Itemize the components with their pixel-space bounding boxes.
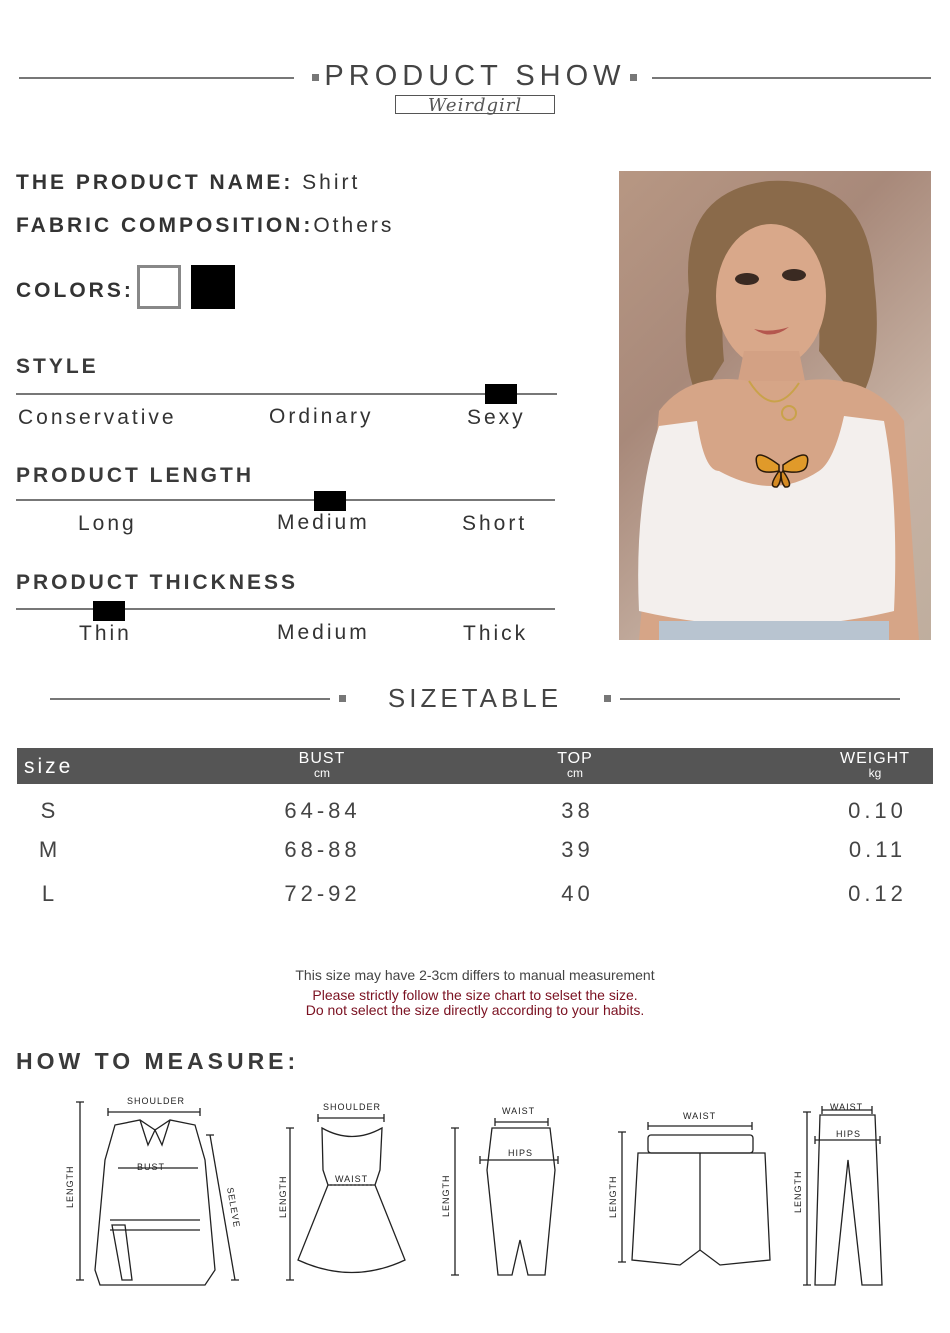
measurement-note: This size may have 2-3cm differs to manual measurement bbox=[295, 967, 655, 983]
colors-label: COLORS: bbox=[16, 279, 134, 302]
row-m-bust: 68-88 bbox=[284, 837, 361, 862]
measure-diagrams bbox=[0, 1090, 950, 1300]
how-to-measure-title: HOW TO MEASURE: bbox=[16, 1048, 300, 1074]
color-swatch-white[interactable] bbox=[137, 265, 181, 309]
label-length-4: LENGTH bbox=[608, 1175, 618, 1218]
label-bust: BUST bbox=[137, 1162, 166, 1172]
skirt-diagram bbox=[451, 1118, 558, 1275]
label-length-5: LENGTH bbox=[793, 1170, 803, 1213]
row-l-size: L bbox=[41, 881, 59, 906]
color-swatch-black[interactable] bbox=[191, 265, 235, 309]
header-top bbox=[525, 751, 625, 779]
label-hips-1: HIPS bbox=[508, 1148, 534, 1158]
label-length-1: LENGTH bbox=[65, 1165, 75, 1208]
row-l-weight: 0.12 bbox=[848, 881, 907, 906]
length-track bbox=[16, 499, 555, 501]
header-rule-right bbox=[652, 77, 931, 79]
size-warning bbox=[0, 988, 950, 1018]
row-s-size: S bbox=[40, 798, 60, 823]
header-bust-label: BUST bbox=[298, 750, 346, 767]
label-waist-3: WAIST bbox=[683, 1111, 717, 1121]
fabric-row bbox=[16, 214, 394, 238]
length-title: PRODUCT LENGTH bbox=[16, 464, 254, 487]
thickness-marker bbox=[93, 601, 125, 621]
label-waist-2: WAIST bbox=[502, 1106, 536, 1116]
thickness-option-thick: Thick bbox=[463, 622, 529, 645]
page-title: PRODUCT SHOW bbox=[324, 60, 626, 92]
row-s-bust: 64-84 bbox=[284, 798, 361, 823]
length-option-medium: Medium bbox=[277, 511, 370, 534]
product-name-label: THE PRODUCT NAME: bbox=[16, 171, 294, 194]
sizetable-title: SIZETABLE bbox=[387, 683, 563, 713]
style-option-sexy: Sexy bbox=[467, 406, 526, 429]
style-option-conservative: Conservative bbox=[18, 406, 177, 429]
thickness-option-thin: Thin bbox=[79, 622, 132, 645]
label-shoulder-2: SHOULDER bbox=[323, 1102, 382, 1112]
row-s-top: 38 bbox=[561, 798, 594, 823]
length-option-long: Long bbox=[78, 512, 137, 535]
product-name-value: Shirt bbox=[302, 171, 361, 194]
header-top-unit: cm bbox=[567, 766, 583, 780]
jacket-diagram bbox=[76, 1102, 239, 1285]
label-length-3: LENGTH bbox=[441, 1174, 451, 1217]
fabric-value: Others bbox=[313, 214, 395, 237]
header-bust-unit: cm bbox=[314, 766, 330, 780]
header-top-label: TOP bbox=[557, 750, 593, 767]
brand-logo: Weirdgirl bbox=[395, 95, 555, 114]
sizetable-header bbox=[17, 748, 933, 784]
size-warning-line2: Do not select the size directly according to your habits. bbox=[305, 1002, 645, 1018]
product-name-row bbox=[16, 171, 360, 195]
row-m-top: 39 bbox=[561, 837, 594, 862]
length-option-short: Short bbox=[462, 512, 528, 535]
header-size: size bbox=[24, 755, 74, 778]
model-illustration bbox=[619, 171, 931, 640]
row-m-size: M bbox=[38, 837, 62, 862]
row-m-weight: 0.11 bbox=[848, 837, 907, 862]
row-s-weight: 0.10 bbox=[848, 798, 907, 823]
label-hips-2: HIPS bbox=[836, 1129, 862, 1139]
label-waist-1: WAIST bbox=[335, 1174, 369, 1184]
length-marker bbox=[314, 491, 346, 511]
header-weight-unit: kg bbox=[868, 766, 882, 780]
fabric-label: FABRIC COMPOSITION: bbox=[16, 214, 314, 237]
dress-diagram bbox=[286, 1114, 405, 1280]
label-shoulder-1: SHOULDER bbox=[127, 1096, 186, 1106]
header-weight bbox=[825, 751, 925, 779]
label-waist-4: WAIST bbox=[830, 1102, 864, 1112]
style-option-ordinary: Ordinary bbox=[269, 405, 374, 428]
header-bullet-right bbox=[630, 74, 637, 81]
style-track bbox=[16, 393, 557, 395]
style-title: STYLE bbox=[16, 355, 99, 378]
header-bust bbox=[272, 751, 372, 779]
header-weight-label: WEIGHT bbox=[840, 750, 910, 767]
product-photo bbox=[619, 171, 931, 640]
thickness-option-medium: Medium bbox=[277, 621, 370, 644]
row-l-bust: 72-92 bbox=[284, 881, 361, 906]
sizetable-bullet-right bbox=[604, 695, 611, 702]
row-l-top: 40 bbox=[561, 881, 594, 906]
shorts-diagram bbox=[618, 1122, 770, 1265]
label-sleeve: SELEVE bbox=[225, 1186, 243, 1229]
label-length-2: LENGTH bbox=[278, 1175, 288, 1218]
style-marker bbox=[485, 384, 517, 404]
sizetable-rule-right bbox=[620, 698, 900, 700]
thickness-title: PRODUCT THICKNESS bbox=[16, 571, 299, 594]
size-warning-line1: Please strictly follow the size chart to selset the size. bbox=[312, 987, 638, 1003]
